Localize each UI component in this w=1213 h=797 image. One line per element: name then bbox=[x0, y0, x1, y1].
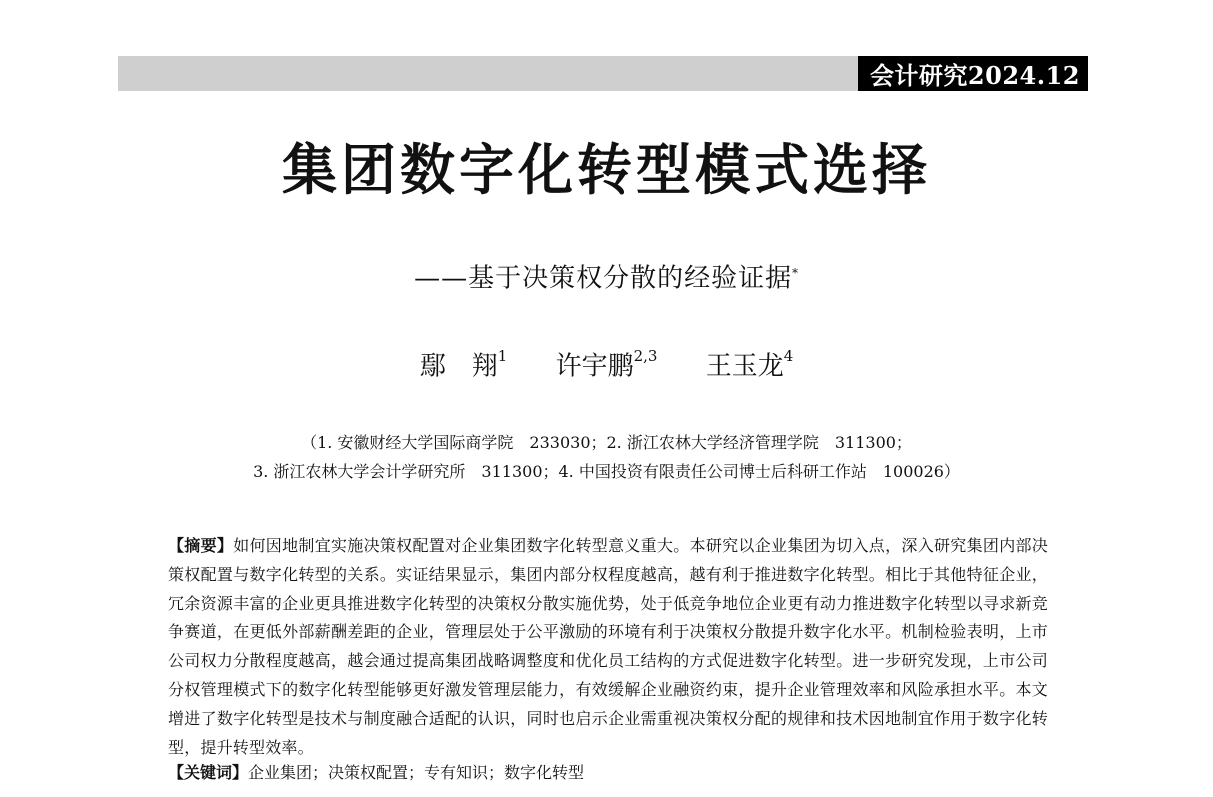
article-title: 集团数字化转型模式选择 bbox=[281, 138, 931, 202]
author bbox=[556, 340, 658, 387]
author-affiliation-index: 2,3 bbox=[633, 347, 658, 365]
article-subtitle bbox=[0, 253, 1213, 299]
author-name: 鄢 翔 bbox=[419, 351, 498, 382]
author-affiliation-index: 4 bbox=[783, 347, 794, 365]
author-list bbox=[0, 340, 1213, 387]
abstract-label: 【摘要】 bbox=[168, 536, 234, 555]
author-name: 王玉龙 bbox=[705, 351, 784, 382]
author-affiliation-index: 1 bbox=[497, 347, 508, 365]
affiliation-line: 3. 浙江农林大学会计学研究所 311300；4. 中国投资有限责任公司博士后科研工作站 100026） bbox=[253, 462, 960, 481]
keywords bbox=[168, 759, 1048, 787]
author bbox=[706, 340, 794, 387]
keywords-label: 【关键词】 bbox=[168, 763, 249, 782]
affiliation-line: （1. 安徽财经大学国际商学院 233030；2. 浙江农林大学经济管理学院 311300； bbox=[301, 433, 912, 452]
abstract-text: 如何因地制宜实施决策权配置对企业集团数字化转型意义重大。本研究以企业集团为切入点，深入研究集团内部决策权配置与数字化转型的关系。实证结果显示，集团内部分权程度越高，越有利于推进数字化转型。相比于其他特征企业，冗余资源丰富的企业更具推进数字化转型的决策权分散实施优势，处于低竞争地位企业更有动力推进数字化转型以寻求新竞争赛道，在更低外部薪酬差距的企业，管理层处于公平激励的环境有利于决策权分散提升数字化水平。机制检验表明，上市公司权力分散程度越高，越会通过提高集团战略调整度和优化员工结构的方式促进数字化转型。进一步研究发现，上市公司分权管理模式下的数字化转型能够更好激发管理层能力，有效缓解企业融资约束，提升企业管理效率和风险承担水平。本文增进了数字化转型是技术与制度融合适配的认识，同时也启示企业需重视决策权分配的规律和技术因地制宜作用于数字化转型，提升转型效率。 bbox=[168, 536, 1048, 757]
journal-issue-tag: 会计研究2024.12 bbox=[858, 56, 1088, 91]
author bbox=[420, 340, 508, 387]
keywords-text: 企业集团；决策权配置；专有知识；数字化转型 bbox=[248, 763, 585, 782]
abstract bbox=[168, 532, 1048, 762]
header-bar bbox=[118, 56, 1088, 91]
author-name: 许宇鹏 bbox=[555, 351, 634, 382]
subtitle-footnote-mark: * bbox=[792, 266, 799, 280]
subtitle-text: ——基于决策权分散的经验证据 bbox=[414, 263, 793, 294]
